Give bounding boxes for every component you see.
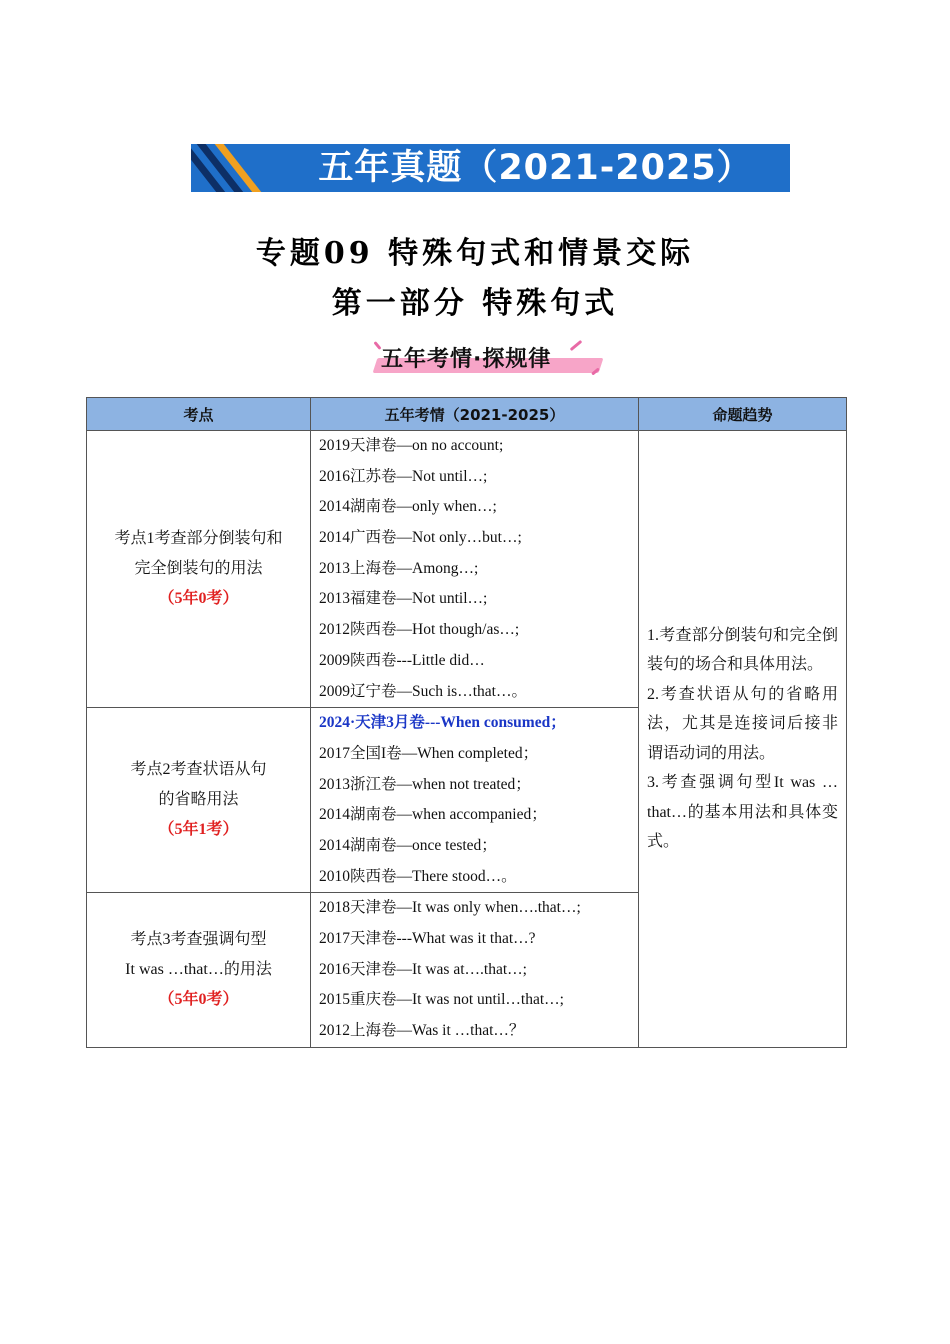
header-trend: 命题趋势 xyxy=(639,398,847,431)
part-title: 第一部分 特殊句式 xyxy=(331,286,619,321)
point-label: It was …that…的用法 xyxy=(125,961,272,979)
subheading-text: 五年考情·探规律 xyxy=(381,347,552,372)
exam-analysis-table xyxy=(86,397,847,1048)
exam-count: （5年0考） xyxy=(158,590,239,608)
trend-item: 3.考查强调句型It was …that…的基本用法和具体变式。 xyxy=(647,774,838,851)
exam-item: 2017全国I卷—When completed； xyxy=(319,744,539,762)
exams-cell xyxy=(311,893,639,1047)
point-label: 考点2考查状语从句 xyxy=(130,761,267,779)
exam-item: 2014湖南卷—once tested； xyxy=(319,836,497,854)
exam-item: 2013福建卷—Not until…; xyxy=(319,590,488,608)
table-header-row xyxy=(87,398,847,431)
trend-cell xyxy=(639,431,847,1048)
topic-title: 专题09 特殊句式和情景交际 xyxy=(255,236,695,271)
exam-item: 2015重庆卷—It was not until…that…; xyxy=(319,991,564,1009)
sparkle-icon xyxy=(570,340,583,351)
point-cell xyxy=(87,893,311,1047)
exam-item: 2012陕西卷—Hot though/as…; xyxy=(319,621,520,639)
exam-item: 2018天津卷—It was only when….that…; xyxy=(319,899,581,917)
exam-item: 2017天津卷---What was it that…? xyxy=(319,930,536,947)
exam-count: （5年1考） xyxy=(158,821,239,839)
point-label: 完全倒装句的用法 xyxy=(134,560,263,578)
exam-item: 2016天津卷—It was at….that…; xyxy=(319,960,527,978)
banner-title: 五年真题（2021-2025） xyxy=(318,148,753,188)
header-exams: 五年考情（2021-2025） xyxy=(311,398,639,431)
table-row xyxy=(87,431,847,708)
exam-item: 2014湖南卷—when accompanied； xyxy=(319,806,547,824)
exam-item: 2013上海卷—Among…; xyxy=(319,559,479,577)
exam-item: 2009陕西卷---Little did… xyxy=(319,651,485,669)
exams-cell xyxy=(311,708,639,893)
exam-item: 2016江苏卷—Not until…; xyxy=(319,467,488,485)
exam-item: 2019天津卷—on no account; xyxy=(319,437,504,454)
point-cell xyxy=(87,708,311,893)
header-point: 考点 xyxy=(87,398,311,431)
point-cell xyxy=(87,431,311,708)
exam-item: 2014广西卷—Not only…but…; xyxy=(319,529,522,547)
exam-item: 2009辽宁卷—Such is…that…。 xyxy=(319,682,527,700)
point-label: 考点1考查部分倒装句和 xyxy=(114,530,283,548)
exam-item: 2013浙江卷—when not treated； xyxy=(319,775,531,793)
trend-item: 2.考查状语从句的省略用法，尤其是连接词后接非谓语动词的用法。 xyxy=(647,685,838,762)
trend-item: 1.考查部分倒装句和完全倒装句的场合和具体用法。 xyxy=(647,626,838,674)
point-label: 考点3考查强调句型 xyxy=(130,931,267,949)
exam-count: （5年0考） xyxy=(158,991,239,1009)
exam-item: 2014湖南卷—only when…; xyxy=(319,498,497,516)
point-label: 的省略用法 xyxy=(158,791,239,809)
exams-cell xyxy=(311,431,639,708)
subheading xyxy=(373,338,613,380)
exam-item: 2012上海卷—Was it …that…？ xyxy=(319,1022,525,1040)
exam-item: 2010陕西卷—There stood…。 xyxy=(319,867,517,885)
section-banner xyxy=(191,144,790,192)
exam-item-highlight: 2024·天津3月卷---When consumed； xyxy=(319,714,566,732)
